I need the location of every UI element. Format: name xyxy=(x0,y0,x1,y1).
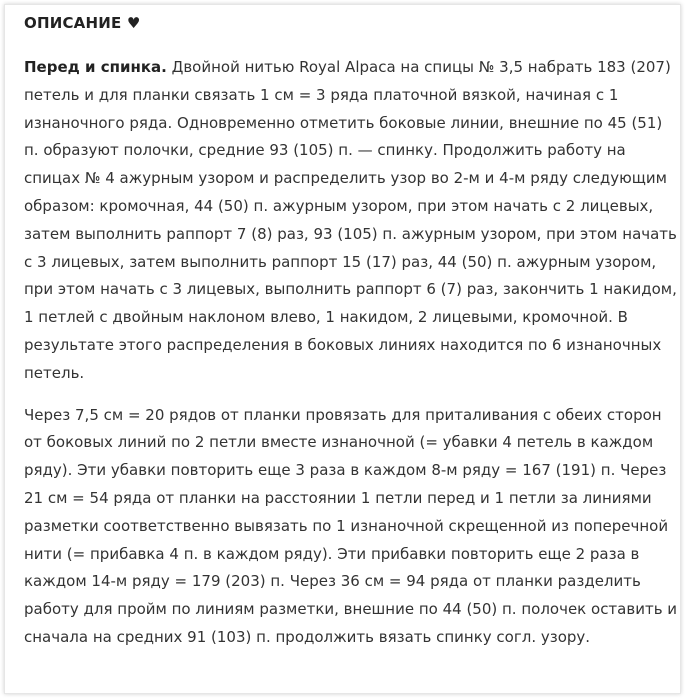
section-title: ОПИСАНИЕ xyxy=(24,14,122,32)
paragraph-lead: Перед и спинка. xyxy=(24,58,167,76)
paragraph-front-and-back xyxy=(24,54,679,388)
paragraph-shaping xyxy=(24,402,679,652)
section-heading xyxy=(24,11,141,35)
heart-icon: ♥ xyxy=(126,14,141,32)
paragraph-text: Через 7,5 см = 20 рядов от планки провязать для приталивания с обеих сторон от боковых линий по 2 петли вместе изнаночной (= убавки 4 петель в каждом ряду). Эти убавки повторить еще 3 раза в каждом 8-м ряду = 167 (191) п. Через 21 см = 54 ряда от планки на расстоянии 1 петли перед и 1 петли за линиями разметки соответственно вывязать по 1 изнаночной скрещенной из поперечной нити (= прибавка 4 п. в каждом ряду). Эти прибавки повторить еще 2 раза в каждом 14-м ряду = 179 (203) п. Через 36 см = 94 ряда от планки разделить работу для пройм по линиям разметки, внешние по 44 (50) п. полочек оставить и сначала на средних 91 (103) п. продолжить вязать спинку согл. узору. xyxy=(24,405,678,646)
description-body xyxy=(24,54,679,652)
paragraph-text: Двойной нитью Royal Alpaca на спицы № 3,5 набрать 183 (207) петель и для планки связать 1 см = 3 ряда платочной вязкой, начиная с 1 изнаночного ряда. Одновременно отметить боковые линии, внешние по 45 (51) п. образуют полочки, средние 93 (105) п. — спинку. Продолжить работу на спицах № 4 ажурным узором и распределить узор во 2-м и 4-м ряду следующим образом: кромочная, 44 (50) п. ажурным узором, при этом начать с 2 лицевых, затем выполнить раппорт 7 (8) раз, 93 (105) п. ажурным узором, при этом начать с 3 лицевых, затем выполнить раппорт 15 (17) раз, 44 (50) п. ажурным узором, при этом начать с 3 лицевых, выполнить раппорт 6 (7) раз, закончить 1 накидом, 1 петлей с двойным наклоном влево, 1 накидом, 2 лицевыми, кромочной. В результате этого распределения в боковых линиях находится по 6 изнаночных петель. xyxy=(24,58,677,382)
description-card xyxy=(4,4,681,694)
